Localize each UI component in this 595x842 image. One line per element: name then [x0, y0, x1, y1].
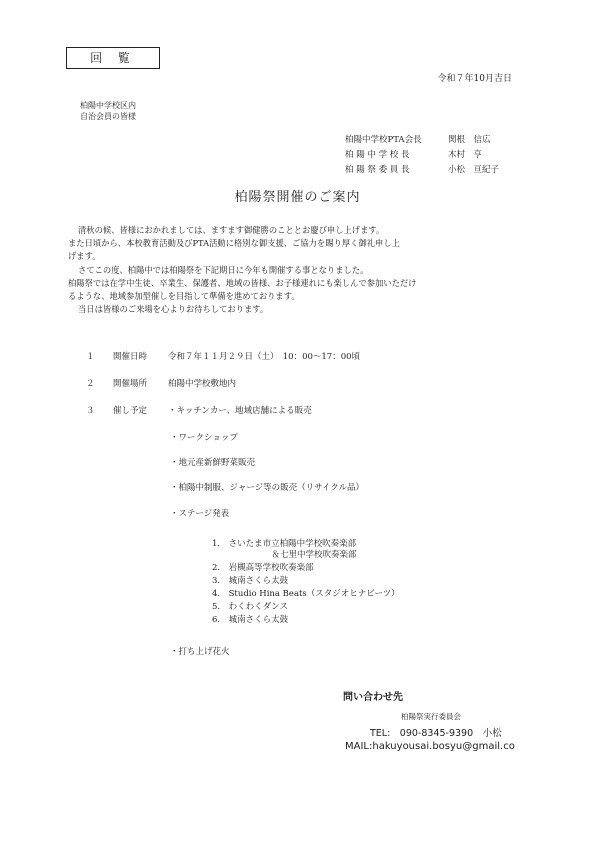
stage-item: 3. 城南さくら太鼓: [212, 576, 289, 586]
body-line: るような、地域参加型催しを目指して準備を進めております。: [68, 291, 300, 301]
item-label: 開催場所: [113, 379, 148, 389]
stage-item: 5. わくわくダンス: [212, 602, 288, 612]
stage-item: 2. 岩槻高等学校吹奏楽部: [212, 563, 314, 573]
item-label: 催し予定: [113, 406, 148, 416]
item-value: 令和７年１１月２９日（土） 10：00～17：00頃: [168, 352, 361, 362]
sender-role: 柏陽中学校PTA会長: [345, 135, 422, 145]
item-number: ３: [86, 406, 95, 416]
item-number: ２: [86, 379, 95, 389]
recipient-line-1: 柏陽中学校区内: [80, 101, 136, 110]
body-line: さてこの度、柏陽中では柏陽祭を下記期日に今年も開催する事となりました。: [78, 265, 369, 275]
body-line: げます。: [68, 251, 101, 261]
item-value: 柏陽中学校敷地内: [168, 379, 237, 389]
contact-heading: 問い合わせ先: [343, 692, 403, 703]
body-line: 当日は皆様のご来場を心よりお待ちしております。: [78, 304, 269, 314]
stage-item: 4. Studio Hina Beats（スタジオヒナビーツ）: [212, 589, 400, 599]
sender-name: 小松 亘紀子: [448, 165, 500, 175]
document-date: 令和７年10月吉日: [437, 74, 512, 84]
sender-row-principal: [345, 148, 482, 160]
event-item: ・ステージ発表: [170, 509, 230, 519]
item-number: １: [86, 352, 95, 362]
sender-row-pta: [345, 133, 491, 145]
stage-item: 1. さいたま市立柏陽中学校吹奏楽部: [212, 539, 357, 549]
event-item: ・柏陽中制服、ジャージ等の販売（リサイクル品）: [170, 483, 364, 493]
contact-phone: TEL: 090-8345-9390 小松: [370, 728, 502, 739]
sender-name: 木村 亨: [448, 150, 483, 160]
page-title: 柏陽祭開催のご案内: [234, 190, 361, 205]
item-label: 開催日時: [113, 352, 148, 362]
event-item: ・ワークショップ: [170, 433, 238, 443]
sender-name: 関根 信広: [448, 135, 491, 145]
sender-role: 柏 陽 祭 委 員 長: [345, 165, 410, 175]
body-line: 柏陽祭では在学中生徒、卒業生、保護者、地域の皆様、お子様連れにも楽しんで参加いただけ: [68, 278, 417, 288]
stage-item: 6. 城南さくら太鼓: [212, 615, 289, 625]
sender-row-chair: [345, 163, 499, 175]
circulation-stamp: 回 覧: [66, 47, 160, 69]
sender-role: 柏 陽 中 学 校 長: [345, 150, 410, 160]
recipient-line-2: 自治会員の皆様: [80, 112, 136, 121]
contact-email: MAIL:hakuyousai.bosyu@gmail.co: [345, 741, 515, 752]
body-line: 清秋の候、皆様におかれましては、ますます御健勝のこととお慶び申し上げます。: [78, 225, 385, 235]
contact-organization: 柏陽祭実行委員会: [401, 712, 461, 721]
body-line: また日頃から、本校教育活動及びPTA活動に格別な御支援、ご協力を賜り厚く御礼申し上: [68, 238, 400, 248]
item-value: ・キッチンカー、地域店舗による販売: [168, 406, 312, 416]
event-item: ・地元産新鮮野菜販売: [170, 458, 256, 468]
stage-item: ＆七里中学校吹奏楽部: [212, 550, 357, 560]
event-item-fireworks: ・打ち上げ花火: [170, 647, 230, 657]
